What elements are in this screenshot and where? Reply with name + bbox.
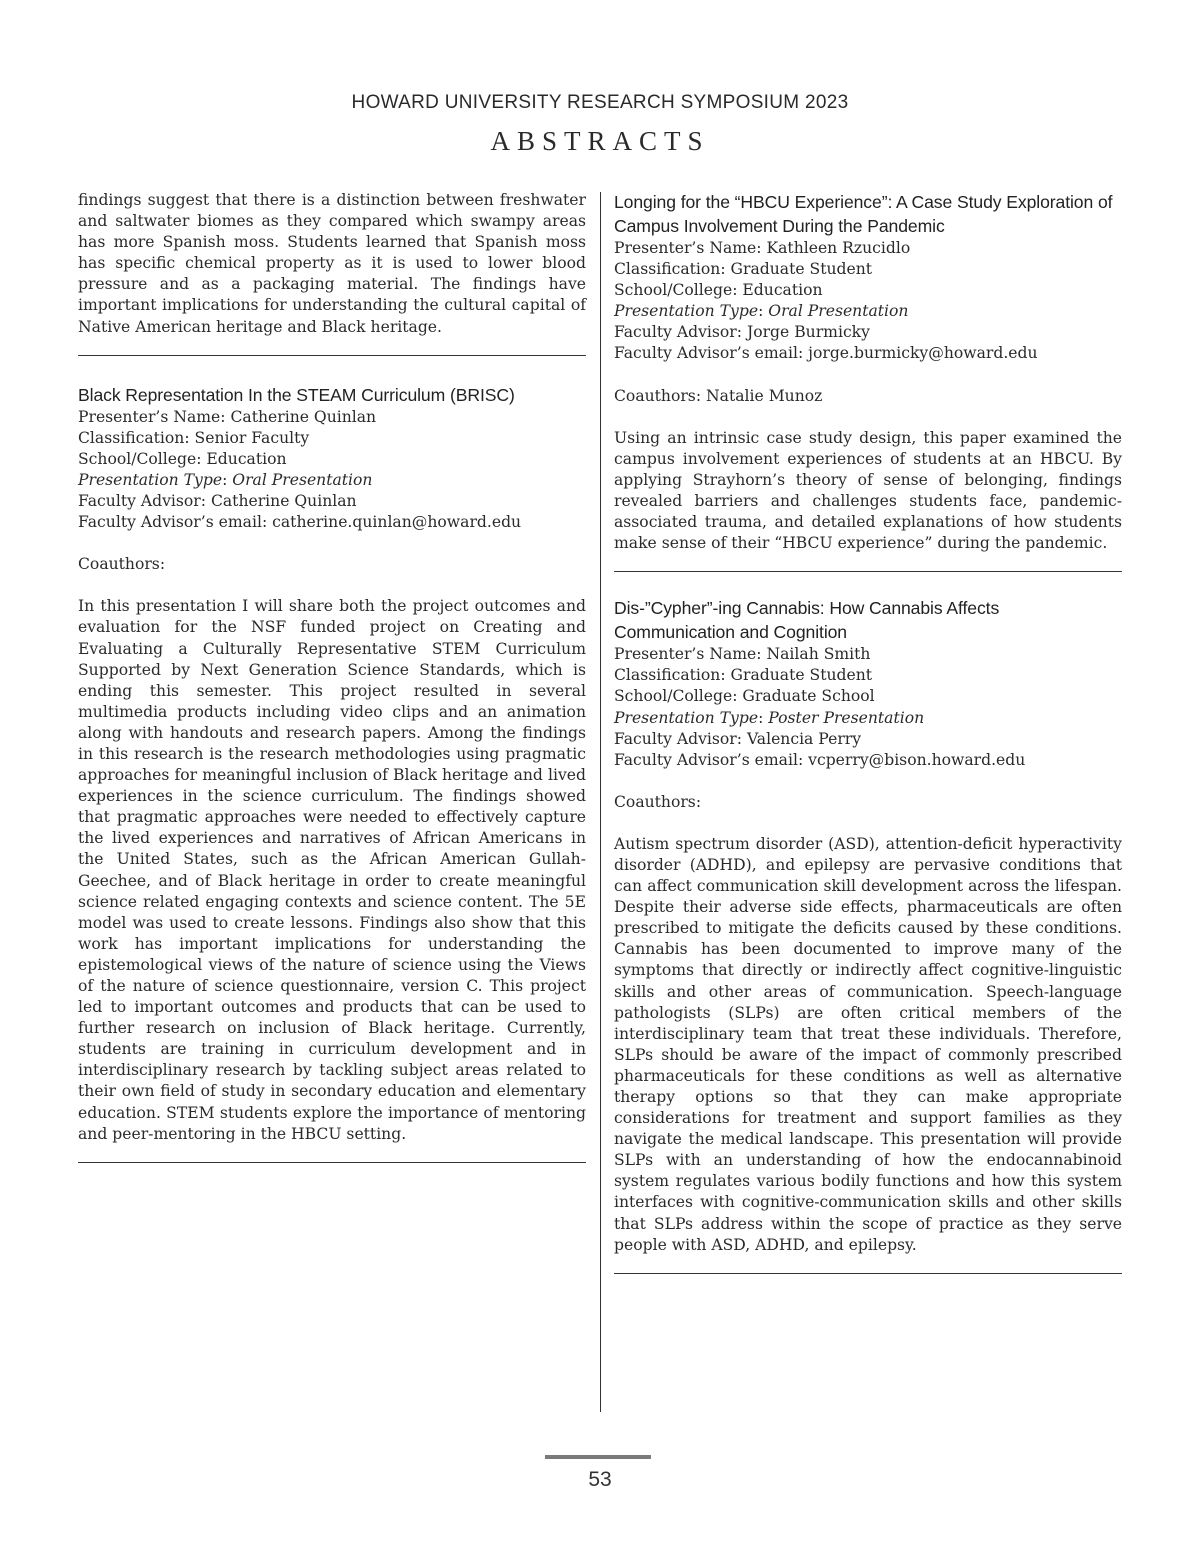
school-college: School/College: Graduate School [614,687,875,706]
abstract-entry [78,383,586,1145]
abstract-entry [614,596,1122,1256]
abstract-body: Autism spectrum disorder (ASD), attention-deficit hyperactivity disorder (ADHD), and epilepsy are pervasive conditions that can affect communication skill development across the lifespan. Despite their adverse side effects, pharmaceuticals are often prescribed to mitigate the deficits caused by these conditions. Cannabis has been documented to improve many of the symptoms that directly or indirectly affect cognitive-linguistic skills and other areas of communication. Speech-language pathologists (SLPs) are often critical members of the interdisciplinary team that treat these individuals. Therefore, SLPs should be aware of the impact of commonly prescribed pharmaceuticals for these conditions as well as alternative therapy options so that they can make appropriate considerations for treatment and support families as they navigate the medical landscape. This presentation will provide SLPs with an understanding of how the endocannabinoid system regulates various bodily functions and how this system interfaces with cognitive-communication skills and other skills that SLPs address within the scope of practice as they serve people with ASD, ADHD, and epilepsy. [614,834,1122,1254]
faculty-advisor: Faculty Advisor: Valencia Perry [614,729,862,748]
school-college: School/College: Education [614,281,823,300]
right-column [614,190,1122,1274]
abstract-separator [78,1162,586,1163]
school-college: School/College: Education [78,449,287,468]
page-number-bar [545,1455,651,1459]
classification: Classification: Graduate Student [614,666,873,685]
abstract-title: Longing for the “HBCU Experience”: A Case Study Exploration of Campus Involvement During the Pandemic [614,192,1113,236]
section-title: ABSTRACTS [490,126,710,156]
abstract-body: In this presentation I will share both the project outcomes and evaluation for the NSF funded project on Creating and Evaluating a Culturally Representative STEM Curriculum Supported by Next Generation Science Standards, which is ending this semester. This project resulted in several multimedia products including video clips and an animation along with handouts and research papers. Among the findings in this research is the research methodologies using pragmatic approaches for meaningful inclusion of Black heritage and lived experiences in the science curriculum. The findings showed that pragmatic approaches were needed to effectively capture the lived experiences and narratives of African Americans in the United States, such as the African American Gullah-Geechee, and of Black heritage in order to create meaningful science related engaging contexts and science content. The 5E model was used to create lessons. Findings also show that this work has important implications for understanding the epistemological views of the nature of science using the Views of the nature of science questionnaire, version C. This project led to important outcomes and products that can be used to further research on inclusion of Black heritage. Currently, students are training in curriculum development and in interdisciplinary research by tackling subject areas related to their own field of study in secondary education and elementary education. STEM students explore the importance of mentoring and peer-mentoring in the HBCU setting. [78,597,586,1143]
coauthors: Coauthors: [614,792,702,811]
abstract-title: Black Representation In the STEAM Curriculum (BRISC) [78,384,515,405]
faculty-advisor: Faculty Advisor: Jorge Burmicky [614,323,870,342]
coauthors: Coauthors: Natalie Munoz [614,386,823,405]
left-column [78,190,586,1163]
faculty-advisor: Faculty Advisor: Catherine Quinlan [78,492,357,511]
continued-abstract-text: findings suggest that there is a distinction between freshwater and saltwater biomes as they compared which swampy areas has more Spanish moss. Students learned that Spanish moss has specific chemical property as it is used to lower blood pressure and as a packaging material. The findings have important implications for understanding the cultural capital of Native American heritage and Black heritage. [78,191,586,336]
faculty-advisor-email: Faculty Advisor’s email: jorge.burmicky@howard.edu [614,344,1038,363]
classification: Classification: Senior Faculty [78,428,310,447]
presentation-type: Presentation Type: Oral Presentation [78,470,373,489]
abstract-separator [614,1273,1122,1274]
abstract-body: Using an intrinsic case study design, this paper examined the campus involvement experiences of students at an HBCU. By applying Strayhorn’s theory of sense of belonging, findings revealed barriers and challenges students face, pandemic-associated trauma, and detailed explanations of how students make sense of their “HBCU experience” during the pandemic. [614,428,1122,553]
faculty-advisor-email: Faculty Advisor’s email: vcperry@bison.howard.edu [614,750,1026,769]
faculty-advisor-email: Faculty Advisor’s email: catherine.quinlan@howard.edu [78,513,522,532]
abstract-title: Dis-”Cypher”-ing Cannabis: How Cannabis Affects Communication and Cognition [614,598,1000,643]
presenter-name: Presenter’s Name: Kathleen Rzucidlo [614,239,911,257]
presenter-name: Presenter’s Name: Nailah Smith [614,645,871,664]
presentation-type: Presentation Type: Oral Presentation [614,302,909,321]
column-divider [600,192,601,1412]
presentation-type: Presentation Type: Poster Presentation [614,708,925,727]
page-number: 53 [588,1468,612,1491]
classification: Classification: Graduate Student [614,260,873,279]
coauthors: Coauthors: [78,555,166,574]
presenter-name: Presenter’s Name: Catherine Quinlan [78,407,377,426]
running-header: HOWARD UNIVERSITY RESEARCH SYMPOSIUM 2023 [351,92,849,113]
abstract-entry [614,190,1122,554]
